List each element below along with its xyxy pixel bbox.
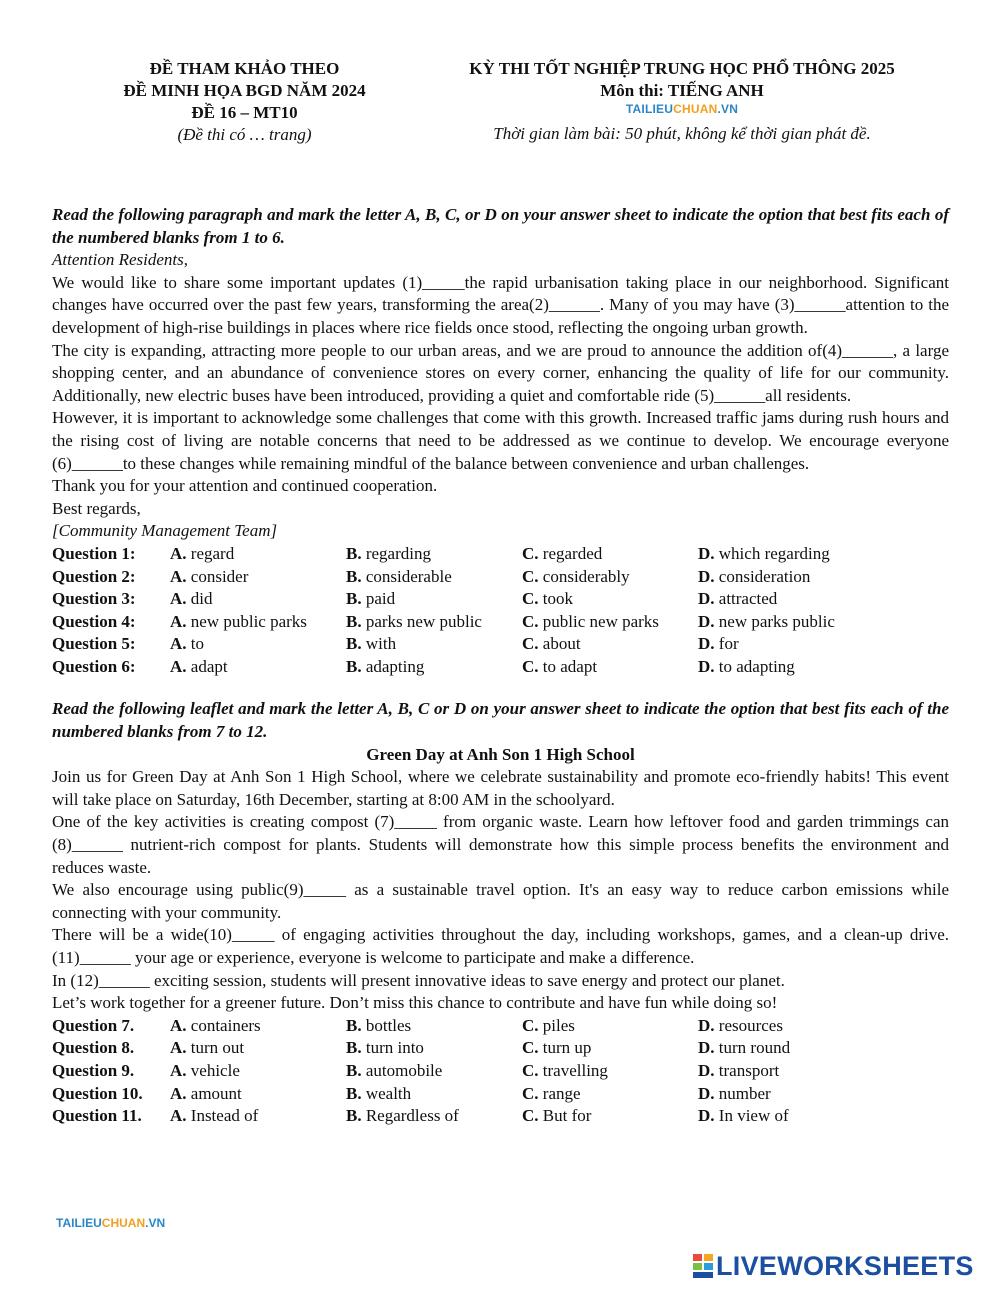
header-right <box>417 58 947 145</box>
option-c[interactable]: C. turn up <box>522 1038 592 1058</box>
option-c[interactable]: C. considerably <box>522 566 630 586</box>
option-d[interactable]: D. number <box>698 1083 771 1103</box>
paragraph-2: The city is expanding, attracting more people to our urban areas, and we are proud to announce the addition of(4)______, a large shopping center, and an abundance of convenience stores on every corner, enhancing the quality of life for our community. Additionally, new electric buses have been introduced, providing a quiet and comfortable ride (5)______all residents. <box>52 340 949 405</box>
header-left <box>92 58 397 146</box>
option-a[interactable]: A. amount <box>170 1083 242 1103</box>
option-a[interactable]: A. new public parks <box>170 611 307 631</box>
paragraph-4: Thank you for your attention and continued cooperation. <box>52 476 438 496</box>
option-c[interactable]: C. public new parks <box>522 611 659 631</box>
option-b[interactable]: B. Regardless of <box>346 1106 459 1126</box>
question-row: Question 10. A. amount B. wealth C. range D. number <box>52 1083 949 1106</box>
header-left-line-1: ĐỀ THAM KHẢO THEO <box>149 59 340 78</box>
question-row: Question 11. A. Instead of B. Regardless of C. But for D. In view of <box>52 1105 949 1128</box>
leaflet-paragraph-6: Let’s work together for a greener future. Don’t miss this chance to contribute and have fun while doing so! <box>52 993 778 1013</box>
brand-logo: TAILIEUCHUAN.VN <box>625 102 739 116</box>
leaflet-paragraph-5: In (12)______ exciting session, students will present innovative ideas to save energy and protect our planet. <box>52 970 785 990</box>
option-c[interactable]: C. travelling <box>522 1060 608 1080</box>
option-d[interactable]: D. transport <box>698 1060 780 1080</box>
option-b[interactable]: B. considerable <box>346 566 452 586</box>
option-c[interactable]: C. took <box>522 589 574 609</box>
leaflet-title: Green Day at Anh Son 1 High School <box>366 744 635 764</box>
option-d[interactable]: D. turn round <box>698 1038 791 1058</box>
liveworksheets-icon <box>693 1254 713 1278</box>
option-d[interactable]: D. to adapting <box>698 656 795 676</box>
option-c[interactable]: C. about <box>522 634 581 654</box>
page-count-note: (Đề thi có … trang) <box>177 125 312 144</box>
option-d[interactable]: D. resources <box>698 1015 783 1035</box>
option-a[interactable]: A. to <box>170 634 205 654</box>
option-b[interactable]: B. automobile <box>346 1060 443 1080</box>
question-row: Question 7. A. containers B. bottles C. piles D. resources <box>52 1015 949 1038</box>
option-c[interactable]: C. regarded <box>522 543 603 563</box>
section1-questions <box>52 543 949 679</box>
liveworksheets-logo <box>693 1250 974 1281</box>
exam-subject: Môn thi: TIẾNG ANH <box>600 81 764 100</box>
footer-brand-logo: TAILIEUCHUAN.VN <box>56 1216 166 1230</box>
leaflet-paragraph-3: We also encourage using public(9)_____ as a sustainable travel option. It's an easy way to reduce carbon emissions while connecting with your community. <box>52 880 949 922</box>
option-d[interactable]: D. In view of <box>698 1106 789 1126</box>
option-a[interactable]: A. consider <box>170 566 249 586</box>
option-a[interactable]: A. containers <box>170 1015 261 1035</box>
option-b[interactable]: B. bottles <box>346 1015 412 1035</box>
salutation: Attention Residents, <box>52 250 188 270</box>
header-left-line-2: ĐỀ MINH HỌA BGD NĂM 2024 <box>123 81 366 100</box>
option-a[interactable]: A. did <box>170 589 213 609</box>
option-b[interactable]: B. with <box>346 634 397 654</box>
exam-header <box>52 58 949 178</box>
paragraph-1: We would like to share some important updates (1)_____the rapid urbanisation taking place in our neighborhood. Significant changes have occurred over the past few years, transforming the area(2)______. Many of you may have (3)______attention to the development of high-rise buildings in places where rice fields once stood, reflecting the ongoing urban growth. <box>52 272 949 337</box>
exam-title: KỲ THI TỐT NGHIỆP TRUNG HỌC PHỔ THÔNG 2025 <box>469 59 895 78</box>
option-c[interactable]: C. But for <box>522 1106 592 1126</box>
section2-questions <box>52 1015 949 1128</box>
leaflet-paragraph-2: One of the key activities is creating compost (7)_____ from organic waste. Learn how leftover food and garden trimmings can (8)______ nutrient-rich compost for plants. Students will demonstrate how this simple process benefits the environment and reduces waste. <box>52 812 949 877</box>
question-row: Question 4: A. new public parks B. parks new public C. public new parks D. new parks public <box>52 611 949 634</box>
header-left-line-3: ĐỀ 16 – MT10 <box>191 103 298 122</box>
section1-instruction: Read the following paragraph and mark the letter A, B, C, or D on your answer sheet to indicate the option that best fits each of the numbered blanks from 1 to 6. <box>52 205 949 247</box>
question-row: Question 9. A. vehicle B. automobile C. travelling D. transport <box>52 1060 949 1083</box>
option-b[interactable]: B. adapting <box>346 656 425 676</box>
paragraph-5: Best regards, <box>52 498 141 518</box>
paragraph-3: However, it is important to acknowledge some challenges that come with this growth. Increased traffic jams during rush hours and the rising cost of living are notable concerns that need to be addressed as we continue to develop. We encourage everyone (6)______to these changes while remaining mindful of the balance between convenience and urban challenges. <box>52 408 949 473</box>
worksheet-page <box>52 58 949 1128</box>
section2-instruction: Read the following leaflet and mark the letter A, B, C or D on your answer sheet to indicate the option that best fits each of the numbered blanks from 7 to 12. <box>52 699 949 742</box>
option-d[interactable]: D. attracted <box>698 589 778 609</box>
question-row: Question 6: A. adapt B. adapting C. to adapt D. to adapting <box>52 656 949 679</box>
option-b[interactable]: B. parks new public <box>346 611 482 631</box>
question-row: Question 8. A. turn out B. turn into C. turn up D. turn round <box>52 1037 949 1060</box>
option-a[interactable]: A. regard <box>170 543 235 563</box>
option-d[interactable]: D. new parks public <box>698 611 835 631</box>
question-row: Question 3: A. did B. paid C. took D. attracted <box>52 588 949 611</box>
option-b[interactable]: B. paid <box>346 589 396 609</box>
option-a[interactable]: A. vehicle <box>170 1060 240 1080</box>
leaflet-paragraph-1: Join us for Green Day at Anh Son 1 High School, where we celebrate sustainability and promote eco-friendly habits! This event will take place on Saturday, 16th December, starting at 8:00 AM in the schoolyard. <box>52 767 949 809</box>
option-a[interactable]: A. adapt <box>170 656 228 676</box>
option-b[interactable]: B. turn into <box>346 1038 424 1058</box>
option-c[interactable]: C. range <box>522 1083 581 1103</box>
option-c[interactable]: C. to adapt <box>522 656 598 676</box>
question-row: Question 5: A. to B. with C. about D. for <box>52 633 949 656</box>
option-a[interactable]: A. turn out <box>170 1038 245 1058</box>
option-d[interactable]: D. which regarding <box>698 543 830 563</box>
option-b[interactable]: B. wealth <box>346 1083 412 1103</box>
option-b[interactable]: B. regarding <box>346 543 431 563</box>
question-row: Question 1: A. regard B. regarding C. regarded D. which regarding <box>52 543 949 566</box>
question-row: Question 2: A. consider B. considerable C. considerably D. consideration <box>52 566 949 589</box>
time-note: Thời gian làm bài: 50 phút, không kể thời gian phát đề. <box>493 124 871 143</box>
leaflet-paragraph-4: There will be a wide(10)_____ of engaging activities throughout the day, including workshops, games, and a clean-up drive. (11)______ your age or experience, everyone is welcome to participate and make a difference. <box>52 925 949 967</box>
liveworksheets-wordmark: LIVEWORKSHEETS <box>716 1250 974 1281</box>
option-c[interactable]: C. piles <box>522 1015 575 1035</box>
paragraph-6: [Community Management Team] <box>52 521 278 541</box>
option-d[interactable]: D. consideration <box>698 566 811 586</box>
option-d[interactable]: D. for <box>698 634 739 654</box>
option-a[interactable]: A. Instead of <box>170 1106 259 1126</box>
